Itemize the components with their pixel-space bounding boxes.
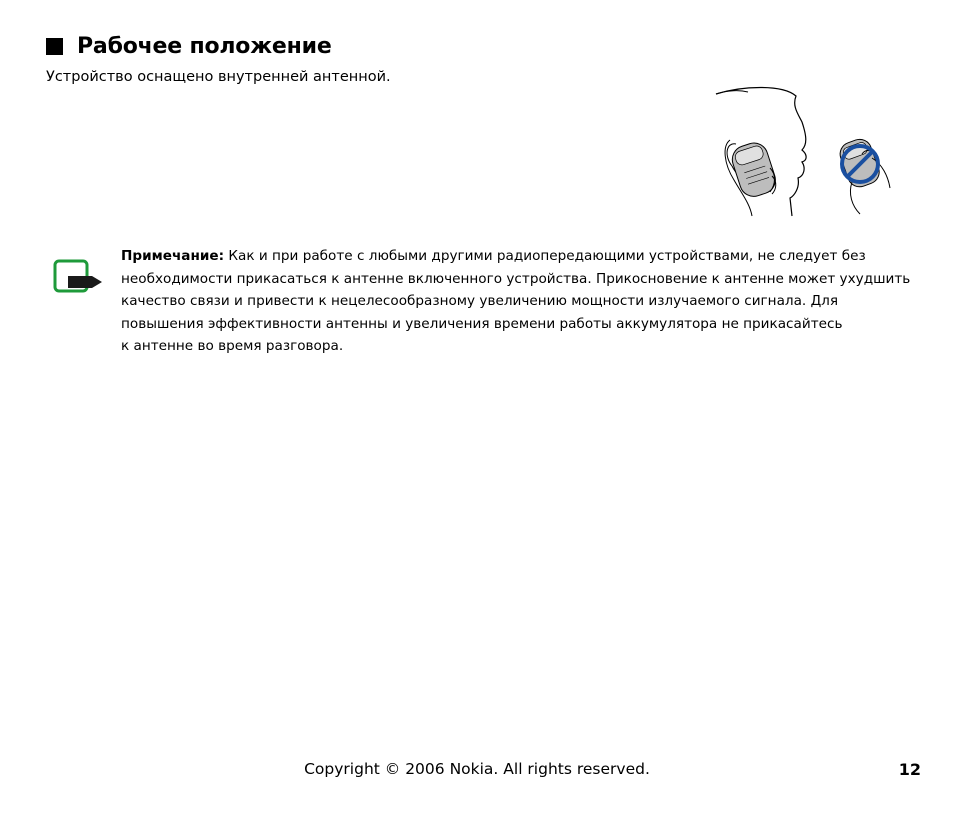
page-number: 12	[898, 760, 921, 779]
copyright-text: Copyright © 2006 Nokia. All rights reserved.	[304, 760, 650, 778]
note-icon	[52, 258, 106, 296]
note-line	[121, 245, 921, 268]
note-line-text: Как и при работе с любыми другими радиопередающими устройствами, не следует без	[228, 248, 866, 264]
page-title: Рабочее положение	[77, 33, 332, 59]
note-block	[121, 245, 921, 358]
section-heading	[46, 32, 332, 60]
note-line: необходимости прикасаться к антенне включенного устройства. Прикосновение к антенне может ухудшить	[121, 270, 911, 287]
note-line: качество связи и привести к нецелесообразному увеличению мощности излучаемого сигнала. Для	[121, 293, 839, 309]
intro-text: Устройство оснащено внутренней антенной.	[46, 69, 391, 85]
heading-bullet-square	[46, 38, 63, 55]
footer-copyright	[0, 760, 954, 778]
phone-antenna-position-illustration	[712, 84, 898, 220]
note-label: Примечание:	[121, 248, 225, 264]
note-line: повышения эффективности антенны и увеличения времени работы аккумулятора не прикасайтесь	[121, 315, 843, 332]
note-line: к антенне во время разговора.	[121, 338, 344, 354]
